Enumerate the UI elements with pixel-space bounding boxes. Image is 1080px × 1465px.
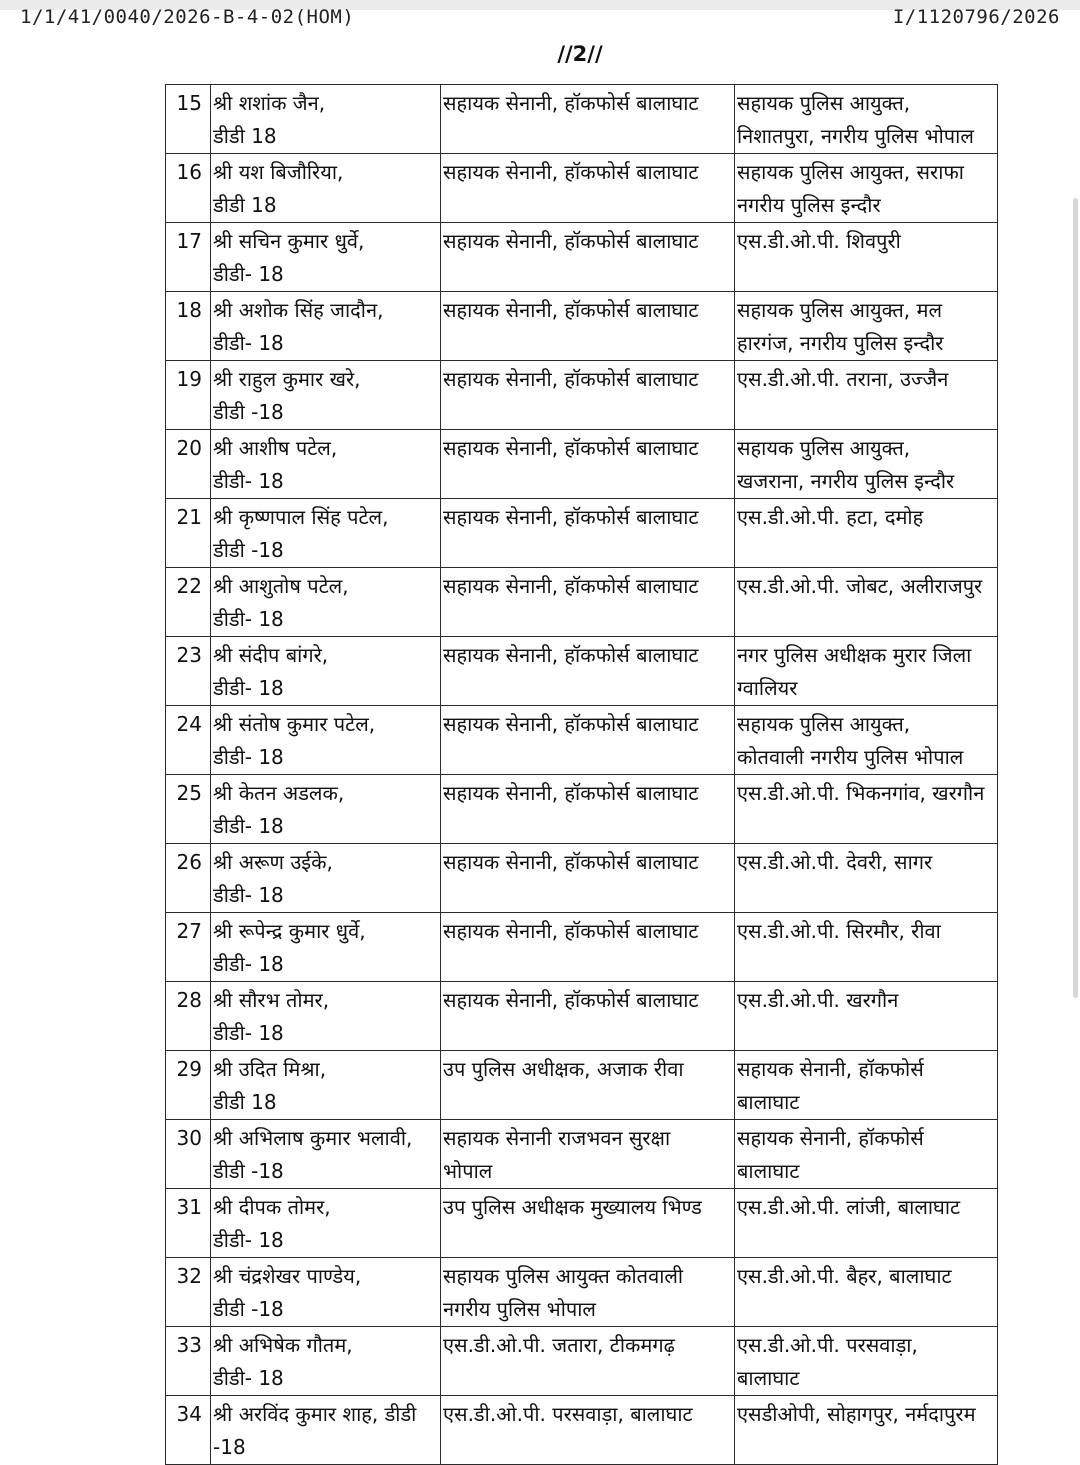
new-posting-line: ग्वालियर xyxy=(737,676,798,700)
current-posting-line: उप पुलिस अधीक्षक, अजाक रीवा xyxy=(443,1057,684,1081)
new-posting-line: बालाघाट xyxy=(737,1090,800,1114)
current-posting-line: उप पुलिस अधीक्षक मुख्यालय भिण्ड xyxy=(443,1195,702,1219)
new-posting-cell xyxy=(735,706,998,775)
current-posting-line: सहायक सेनानी, हॉकफोर्स बालाघाट xyxy=(443,574,699,598)
current-posting-cell xyxy=(441,913,735,982)
officer-batch: डीडी -18 xyxy=(213,1159,284,1183)
current-posting-cell xyxy=(441,430,735,499)
current-posting-cell xyxy=(441,1120,735,1189)
table-row xyxy=(166,982,998,1051)
new-posting-line: हारगंज, नगरीय पुलिस इन्दौर xyxy=(737,331,944,355)
current-posting-line: सहायक सेनानी, हॉकफोर्स बालाघाट xyxy=(443,643,699,667)
serial-number: 29 xyxy=(166,1051,211,1120)
officer-batch: डीडी- 18 xyxy=(213,952,284,976)
current-posting-line: एस.डी.ओ.पी. जतारा, टीकमगढ़ xyxy=(443,1333,675,1357)
serial-number: 32 xyxy=(166,1258,211,1327)
table-row xyxy=(166,154,998,223)
table-row xyxy=(166,292,998,361)
new-posting-cell xyxy=(735,361,998,430)
new-posting-cell xyxy=(735,1051,998,1120)
new-posting-line: एस.डी.ओ.पी. देवरी, सागर xyxy=(737,850,933,874)
current-posting-line: सहायक सेनानी, हॉकफोर्स बालाघाट xyxy=(443,505,699,529)
new-posting-line: बालाघाट xyxy=(737,1366,800,1390)
current-posting-line: सहायक सेनानी, हॉकफोर्स बालाघाट xyxy=(443,160,699,184)
serial-number: 15 xyxy=(166,85,211,154)
new-posting-line: नगरीय पुलिस इन्दौर xyxy=(737,193,881,217)
officer-name: श्री अशोक सिंह जादौन, xyxy=(213,298,384,322)
officer-name: श्री आशीष पटेल, xyxy=(213,436,338,460)
officer-cell xyxy=(211,982,441,1051)
officer-name: श्री राहुल कुमार खरे, xyxy=(213,367,361,391)
current-posting-cell xyxy=(441,292,735,361)
dispatch-number: I/1120796/2026 xyxy=(892,6,1060,28)
officer-name: श्री शशांक जैन, xyxy=(213,91,326,115)
current-posting-line: नगरीय पुलिस भोपाल xyxy=(443,1297,596,1321)
officer-cell xyxy=(211,706,441,775)
officer-cell xyxy=(211,154,441,223)
current-posting-cell xyxy=(441,982,735,1051)
current-posting-cell xyxy=(441,1189,735,1258)
table-row xyxy=(166,85,998,154)
serial-number: 28 xyxy=(166,982,211,1051)
current-posting-line: सहायक सेनानी, हॉकफोर्स बालाघाट xyxy=(443,91,699,115)
officer-batch: डीडी- 18 xyxy=(213,1228,284,1252)
new-posting-line: एस.डी.ओ.पी. तराना, उज्जैन xyxy=(737,367,949,391)
scrollbar[interactable] xyxy=(1073,198,1078,998)
new-posting-line: खजराना, नगरीय पुलिस इन्दौर xyxy=(737,469,955,493)
new-posting-cell xyxy=(735,292,998,361)
serial-number: 17 xyxy=(166,223,211,292)
table-row xyxy=(166,1327,998,1396)
officer-batch: डीडी -18 xyxy=(213,1297,284,1321)
officer-batch: डीडी- 18 xyxy=(213,262,284,286)
table-row xyxy=(166,1189,998,1258)
current-posting-cell xyxy=(441,844,735,913)
new-posting-line: एस.डी.ओ.पी. हटा, दमोह xyxy=(737,505,924,529)
new-posting-cell xyxy=(735,844,998,913)
officer-cell xyxy=(211,1051,441,1120)
officer-name: श्री कृष्णपाल सिंह पटेल, xyxy=(213,505,389,529)
current-posting-cell xyxy=(441,1327,735,1396)
new-posting-cell xyxy=(735,775,998,844)
officer-cell xyxy=(211,775,441,844)
serial-number: 21 xyxy=(166,499,211,568)
officer-name: श्री सचिन कुमार धुर्वे, xyxy=(213,229,365,253)
officer-batch: डीडी -18 xyxy=(213,538,284,562)
serial-number: 33 xyxy=(166,1327,211,1396)
officer-cell xyxy=(211,1327,441,1396)
table-row xyxy=(166,223,998,292)
serial-number: 34 xyxy=(166,1396,211,1465)
officer-batch: -18 xyxy=(213,1435,246,1459)
serial-number: 30 xyxy=(166,1120,211,1189)
table-row xyxy=(166,499,998,568)
new-posting-line: कोतवाली नगरीय पुलिस भोपाल xyxy=(737,745,964,769)
officer-batch: डीडी- 18 xyxy=(213,607,284,631)
officer-cell xyxy=(211,292,441,361)
current-posting-line: सहायक सेनानी, हॉकफोर्स बालाघाट xyxy=(443,988,699,1012)
officer-batch: डीडी 18 xyxy=(213,193,277,217)
new-posting-cell xyxy=(735,1189,998,1258)
new-posting-line: सहायक पुलिस आयुक्त, xyxy=(737,436,911,460)
officer-name: श्री अभिलाष कुमार भलावी, xyxy=(213,1126,413,1150)
current-posting-line: सहायक सेनानी, हॉकफोर्स बालाघाट xyxy=(443,367,699,391)
new-posting-line: सहायक सेनानी, हॉकफोर्स xyxy=(737,1057,924,1081)
officer-cell xyxy=(211,499,441,568)
posting-table-body xyxy=(166,85,998,1465)
file-reference-number: 1/1/41/0040/2026-B-4-02(HOM) xyxy=(20,6,355,28)
table-row xyxy=(166,361,998,430)
officer-name: श्री अरविंद कुमार शाह, डीडी xyxy=(213,1402,417,1426)
serial-number: 18 xyxy=(166,292,211,361)
current-posting-line: सहायक पुलिस आयुक्त कोतवाली xyxy=(443,1264,684,1288)
new-posting-cell xyxy=(735,637,998,706)
current-posting-line: सहायक सेनानी, हॉकफोर्स बालाघाट xyxy=(443,712,699,736)
current-posting-line: सहायक सेनानी, हॉकफोर्स बालाघाट xyxy=(443,850,699,874)
new-posting-line: सहायक पुलिस आयुक्त, मल xyxy=(737,298,943,322)
table-row xyxy=(166,1258,998,1327)
new-posting-cell xyxy=(735,1396,998,1465)
posting-table xyxy=(165,84,998,1465)
table-row xyxy=(166,1120,998,1189)
new-posting-line: निशातपुरा, नगरीय पुलिस भोपाल xyxy=(737,124,974,148)
officer-batch: डीडी -18 xyxy=(213,400,284,424)
serial-number: 25 xyxy=(166,775,211,844)
new-posting-cell xyxy=(735,1327,998,1396)
new-posting-cell xyxy=(735,223,998,292)
new-posting-line: सहायक पुलिस आयुक्त, xyxy=(737,91,911,115)
new-posting-cell xyxy=(735,568,998,637)
officer-name: श्री संदीप बांगरे, xyxy=(213,643,329,667)
serial-number: 27 xyxy=(166,913,211,982)
table-row xyxy=(166,1396,998,1465)
current-posting-line: सहायक सेनानी, हॉकफोर्स बालाघाट xyxy=(443,436,699,460)
current-posting-line: सहायक सेनानी, हॉकफोर्स बालाघाट xyxy=(443,919,699,943)
officer-batch: डीडी- 18 xyxy=(213,1021,284,1045)
current-posting-cell xyxy=(441,223,735,292)
new-posting-cell xyxy=(735,1120,998,1189)
current-posting-cell xyxy=(441,775,735,844)
officer-cell xyxy=(211,637,441,706)
new-posting-line: सहायक पुलिस आयुक्त, सराफा xyxy=(737,160,964,184)
officer-cell xyxy=(211,430,441,499)
officer-batch: डीडी- 18 xyxy=(213,814,284,838)
current-posting-cell xyxy=(441,637,735,706)
officer-batch: डीडी- 18 xyxy=(213,745,284,769)
new-posting-line: एस.डी.ओ.पी. भिकनगांव, खरगौन xyxy=(737,781,985,805)
current-posting-cell xyxy=(441,499,735,568)
officer-batch: डीडी- 18 xyxy=(213,1366,284,1390)
new-posting-line: एस.डी.ओ.पी. सिरमौर, रीवा xyxy=(737,919,941,943)
serial-number: 20 xyxy=(166,430,211,499)
officer-name: श्री उदित मिश्रा, xyxy=(213,1057,327,1081)
officer-name: श्री रूपेन्द्र कुमार धुर्वे, xyxy=(213,919,366,943)
officer-batch: डीडी- 18 xyxy=(213,883,284,907)
serial-number: 23 xyxy=(166,637,211,706)
officer-name: श्री अरूण उईके, xyxy=(213,850,333,874)
current-posting-cell xyxy=(441,1396,735,1465)
officer-name: श्री संतोष कुमार पटेल, xyxy=(213,712,376,736)
officer-name: श्री आशुतोष पटेल, xyxy=(213,574,349,598)
table-row xyxy=(166,913,998,982)
new-posting-line: नगर पुलिस अधीक्षक मुरार जिला xyxy=(737,643,972,667)
new-posting-line: एस.डी.ओ.पी. जोबट, अलीराजपुर xyxy=(737,574,983,598)
current-posting-cell xyxy=(441,568,735,637)
new-posting-cell xyxy=(735,913,998,982)
page-number: //2// xyxy=(557,42,603,66)
new-posting-cell xyxy=(735,1258,998,1327)
new-posting-line: एसडीओपी, सोहागपुर, नर्मदापुरम xyxy=(737,1402,976,1426)
table-row xyxy=(166,1051,998,1120)
officer-cell xyxy=(211,1120,441,1189)
new-posting-line: एस.डी.ओ.पी. खरगौन xyxy=(737,988,899,1012)
serial-number: 31 xyxy=(166,1189,211,1258)
new-posting-cell xyxy=(735,499,998,568)
current-posting-line: एस.डी.ओ.पी. परसवाड़ा, बालाघाट xyxy=(443,1402,693,1426)
table-row xyxy=(166,775,998,844)
officer-name: श्री सौरभ तोमर, xyxy=(213,988,330,1012)
officer-name: श्री अभिषेक गौतम, xyxy=(213,1333,353,1357)
officer-cell xyxy=(211,85,441,154)
serial-number: 26 xyxy=(166,844,211,913)
officer-name: श्री केतन अडलक, xyxy=(213,781,345,805)
table-row xyxy=(166,637,998,706)
officer-batch: डीडी- 18 xyxy=(213,469,284,493)
new-posting-line: बालाघाट xyxy=(737,1159,800,1183)
serial-number: 22 xyxy=(166,568,211,637)
new-posting-line: एस.डी.ओ.पी. परसवाड़ा, xyxy=(737,1333,918,1357)
current-posting-cell xyxy=(441,1258,735,1327)
current-posting-line: सहायक सेनानी, हॉकफोर्स बालाघाट xyxy=(443,781,699,805)
current-posting-line: सहायक सेनानी, हॉकफोर्स बालाघाट xyxy=(443,298,699,322)
current-posting-line: भोपाल xyxy=(443,1159,493,1183)
serial-number: 24 xyxy=(166,706,211,775)
officer-cell xyxy=(211,1258,441,1327)
table-row xyxy=(166,430,998,499)
new-posting-line: एस.डी.ओ.पी. लांजी, बालाघाट xyxy=(737,1195,961,1219)
new-posting-cell xyxy=(735,430,998,499)
officer-cell xyxy=(211,223,441,292)
new-posting-cell xyxy=(735,154,998,223)
officer-name: श्री यश बिजौरिया, xyxy=(213,160,344,184)
officer-cell xyxy=(211,1189,441,1258)
officer-name: श्री चंद्रशेखर पाण्डेय, xyxy=(213,1264,362,1288)
officer-batch: डीडी 18 xyxy=(213,1090,277,1114)
current-posting-cell xyxy=(441,706,735,775)
officer-cell xyxy=(211,568,441,637)
officer-batch: डीडी- 18 xyxy=(213,331,284,355)
new-posting-line: एस.डी.ओ.पी. बैहर, बालाघाट xyxy=(737,1264,952,1288)
officer-cell xyxy=(211,844,441,913)
table-row xyxy=(166,706,998,775)
current-posting-cell xyxy=(441,154,735,223)
officer-cell xyxy=(211,913,441,982)
officer-cell xyxy=(211,361,441,430)
current-posting-cell xyxy=(441,1051,735,1120)
current-posting-line: सहायक सेनानी राजभवन सुरक्षा xyxy=(443,1126,671,1150)
table-row xyxy=(166,844,998,913)
officer-batch: डीडी 18 xyxy=(213,124,277,148)
new-posting-line: सहायक सेनानी, हॉकफोर्स xyxy=(737,1126,924,1150)
serial-number: 19 xyxy=(166,361,211,430)
current-posting-cell xyxy=(441,361,735,430)
serial-number: 16 xyxy=(166,154,211,223)
current-posting-cell xyxy=(441,85,735,154)
new-posting-line: सहायक पुलिस आयुक्त, xyxy=(737,712,911,736)
new-posting-line: एस.डी.ओ.पी. शिवपुरी xyxy=(737,229,901,253)
new-posting-cell xyxy=(735,85,998,154)
current-posting-line: सहायक सेनानी, हॉकफोर्स बालाघाट xyxy=(443,229,699,253)
officer-name: श्री दीपक तोमर, xyxy=(213,1195,331,1219)
officer-cell xyxy=(211,1396,441,1465)
officer-batch: डीडी- 18 xyxy=(213,676,284,700)
table-row xyxy=(166,568,998,637)
new-posting-cell xyxy=(735,982,998,1051)
